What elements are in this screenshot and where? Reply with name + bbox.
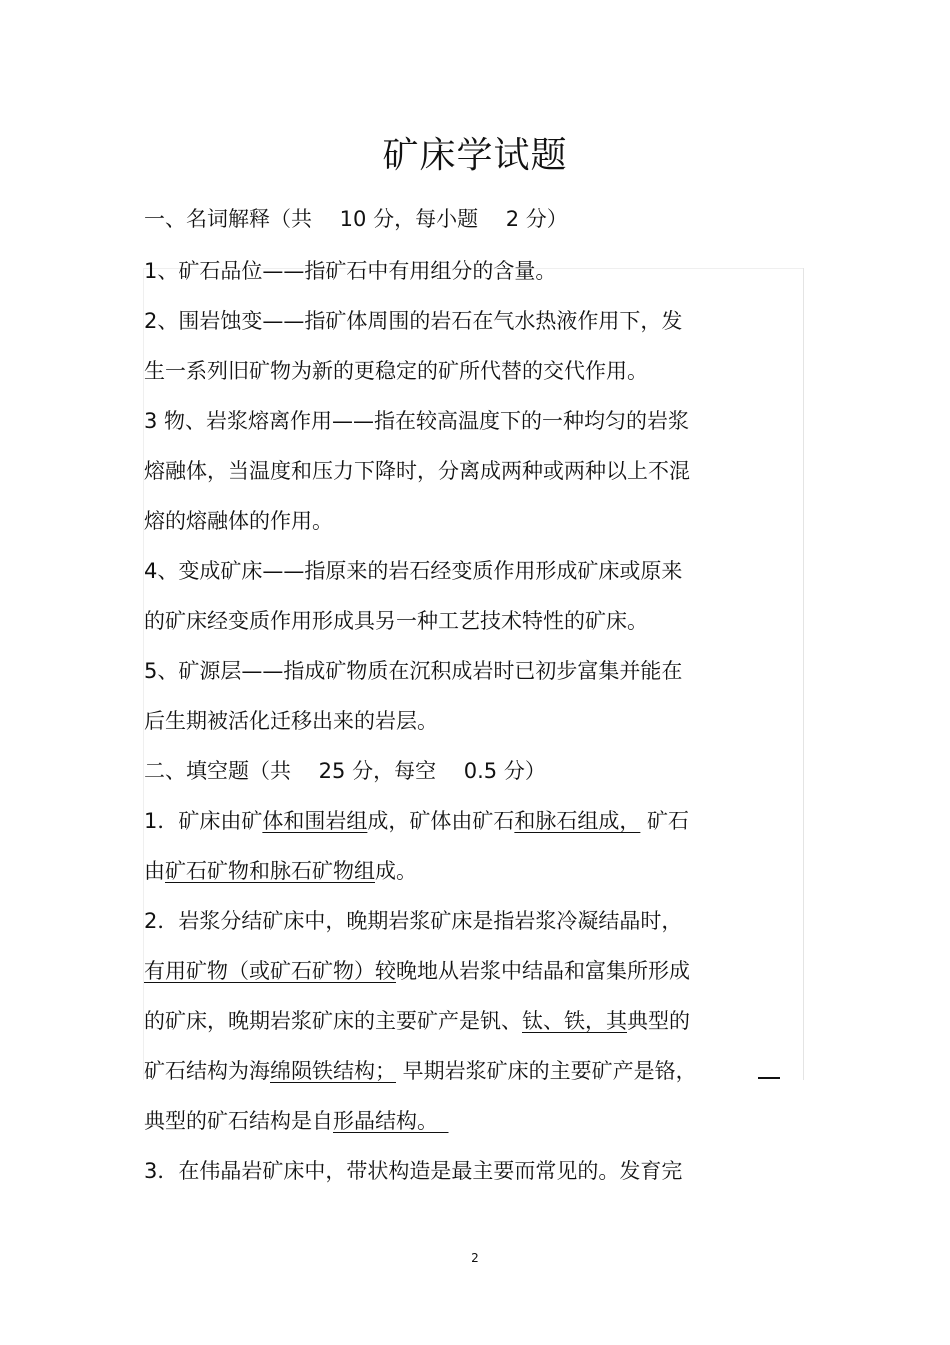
- fill-question-1-line-2: [144, 856, 417, 886]
- definition-metamorphosed-deposit-line-2: 的矿床经变质作用形成具另一种工艺技术特性的矿床。: [144, 609, 648, 633]
- text-segment: 成。: [375, 859, 417, 883]
- page-number: 2: [471, 1251, 479, 1265]
- fill-question-1-line-1: [144, 806, 689, 836]
- answer-blank: 形晶结构。: [333, 1109, 449, 1133]
- definition-magma-liquation-line-3: 熔的熔融体的作用。: [144, 509, 333, 533]
- definition-source-bed-line-2: 后生期被活化迁移出来的岩层。: [144, 709, 438, 733]
- text-segment: 典型的: [627, 1009, 690, 1033]
- fill-question-2-line-2: [144, 956, 690, 986]
- section-heading-fill-in: 二、填空题（共 25 分，每空 0.5 分）: [144, 759, 546, 783]
- text-segment: 1．矿床由矿: [144, 809, 263, 833]
- fill-question-2-line-1: 2．岩浆分结矿床中，晚期岩浆矿床是指岩浆冷凝结晶时，: [144, 909, 683, 933]
- definition-metamorphosed-deposit-line-1: 4、变成矿床——指原来的岩石经变质作用形成矿床或原来: [144, 559, 683, 583]
- answer-blank: 钛、铁，其: [522, 1009, 627, 1033]
- answer-blank: 有用矿物（或矿石矿物）较: [144, 959, 396, 983]
- answer-blank: 体和围岩组: [262, 809, 368, 833]
- definition-ore-grade: 1、矿石品位——指矿石中有用组分的含量。: [144, 259, 557, 283]
- definition-source-bed-line-1: 5、矿源层——指成矿物质在沉积成岩时已初步富集并能在: [144, 659, 683, 683]
- definition-magma-liquation-line-2: 熔融体，当温度和压力下降时，分离成两种或两种以上不混: [144, 459, 690, 483]
- text-segment: 的矿床，晚期岩浆矿床的主要矿产是钒、: [144, 1009, 522, 1033]
- text-segment: 矿石结构为海: [144, 1059, 270, 1083]
- answer-blank: 矿石矿物和脉石矿物组: [165, 859, 375, 883]
- answer-blank: 和脉石组成，: [514, 809, 641, 833]
- section-heading-terms: 一、名词解释（共 10 分，每小题 2 分）: [144, 207, 568, 231]
- answer-blank: 绵陨铁结构；: [270, 1059, 396, 1083]
- page-frame-right: [803, 268, 804, 1080]
- definition-wallrock-alteration-line-1: 2、围岩蚀变——指矿体周围的岩石在气水热液作用下，发: [144, 309, 683, 333]
- text-segment: 早期岩浆矿床的主要矿产是铬，: [396, 1059, 697, 1083]
- text-segment: 成，矿体由矿石: [367, 809, 515, 833]
- text-segment: 典型的矿石结构是自: [144, 1109, 333, 1133]
- definition-wallrock-alteration-line-2: 生一系列旧矿物为新的更稳定的矿所代替的交代作用。: [144, 359, 648, 383]
- fill-question-3-line-1: 3．在伟晶岩矿床中，带状构造是最主要而常见的。发育完: [144, 1159, 683, 1183]
- text-segment: 由: [144, 859, 165, 883]
- text-segment: 晚地从岩浆中结晶和富集所形成: [396, 959, 690, 983]
- fill-question-2-line-5: [144, 1106, 449, 1136]
- fill-question-2-line-4: [144, 1056, 697, 1086]
- text-segment: 矿石: [640, 809, 690, 833]
- empty-answer-blank: [758, 1077, 780, 1079]
- document-title: 矿床学试题: [382, 135, 568, 176]
- fill-question-2-line-3: [144, 1006, 690, 1036]
- definition-magma-liquation-line-1: 3 物、岩浆熔离作用——指在较高温度下的一种均匀的岩浆: [144, 409, 690, 433]
